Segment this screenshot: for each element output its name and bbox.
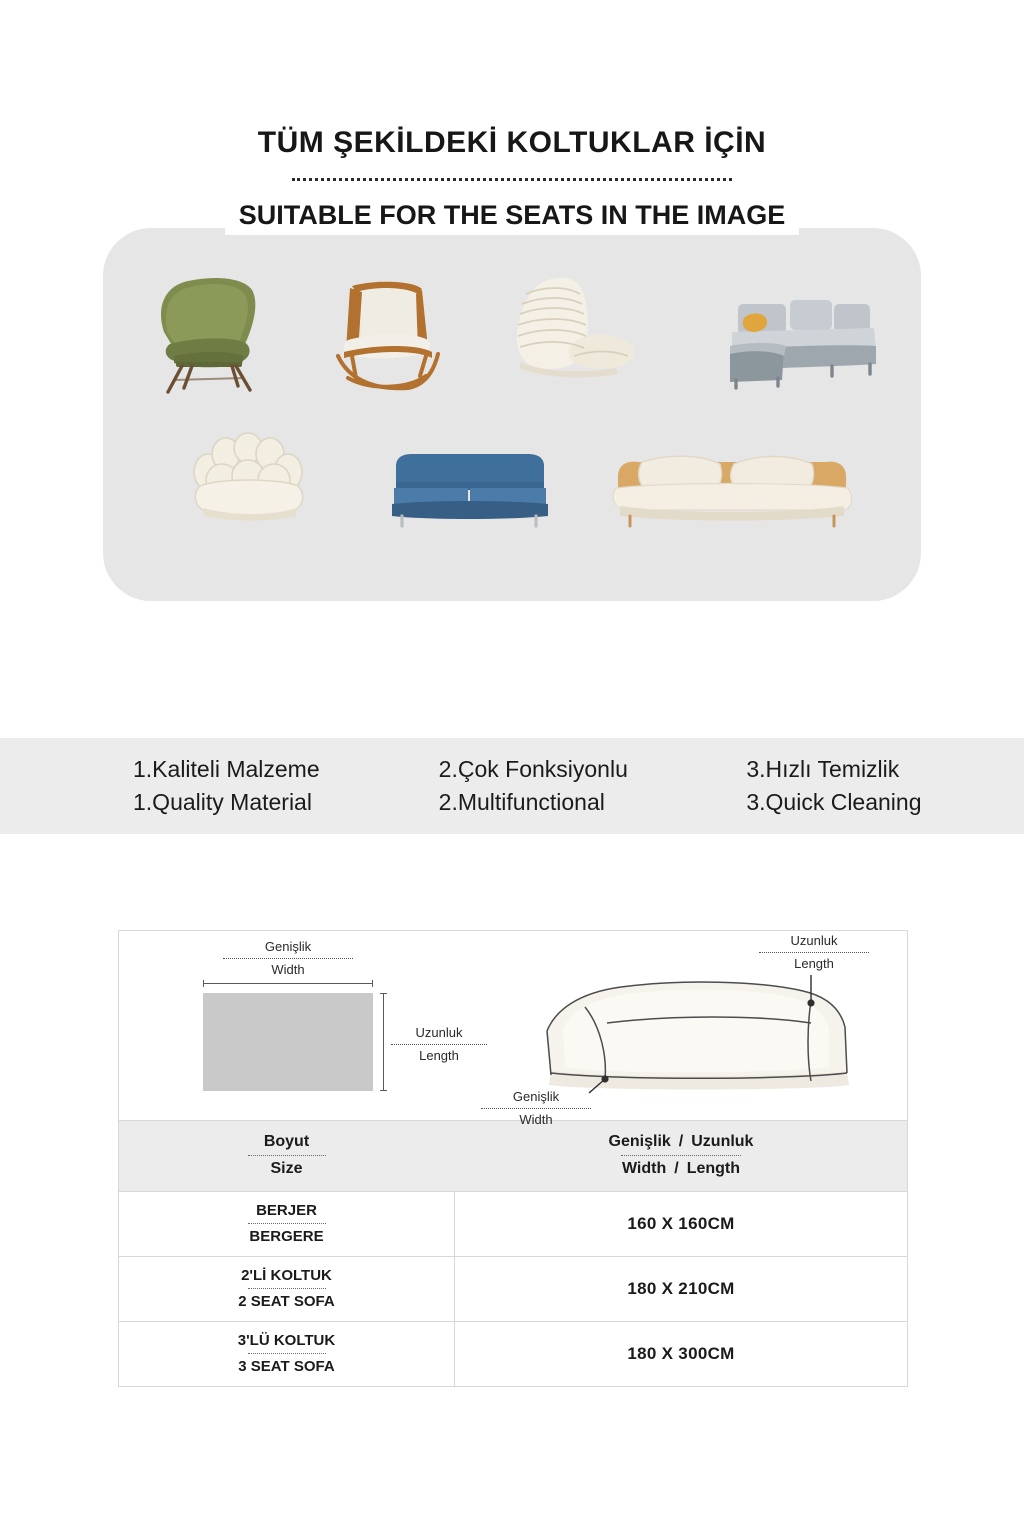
diagram-right-width-label bbox=[481, 1087, 591, 1129]
header-width-tr: Genişlik bbox=[608, 1133, 671, 1150]
feature-2-en: 2.Multifunctional bbox=[438, 789, 605, 815]
row-3-value: 180 X 300CM bbox=[627, 1344, 735, 1364]
feature-item-3 bbox=[716, 753, 1024, 820]
table-row bbox=[119, 1257, 907, 1322]
cream-three-seat-sofa bbox=[608, 446, 856, 530]
feature-1-tr: 1.Kaliteli Malzeme bbox=[133, 755, 320, 782]
length-arrow bbox=[383, 993, 384, 1091]
diagram-left-length-label bbox=[391, 1023, 487, 1065]
header-slash-top: / bbox=[678, 1133, 684, 1150]
row-2-tr: 2'Lİ KOLTUK bbox=[241, 1267, 332, 1285]
header-length-en: Length bbox=[686, 1159, 741, 1177]
row-2-value: 180 X 210CM bbox=[627, 1279, 735, 1299]
measurement-diagram bbox=[119, 931, 907, 1127]
table-row bbox=[119, 1322, 907, 1386]
flat-cover-rectangle bbox=[203, 993, 373, 1091]
width-arrow bbox=[203, 983, 373, 984]
header-size-en: Size bbox=[270, 1159, 303, 1177]
title-divider bbox=[292, 178, 732, 181]
diagram-left-width-label bbox=[223, 937, 353, 979]
left-length-tr: Uzunluk bbox=[415, 1025, 463, 1040]
wooden-rocking-chair bbox=[322, 278, 462, 394]
row-1-divider bbox=[248, 1223, 326, 1224]
cream-bubble-armchair bbox=[182, 428, 318, 532]
sofa-cover-illustration bbox=[511, 967, 871, 1097]
right-width-tr: Genişlik bbox=[512, 1089, 560, 1104]
page-subtitle: SUITABLE FOR THE SEATS IN THE IMAGE bbox=[225, 196, 800, 235]
size-table bbox=[118, 930, 908, 1387]
page-title: TÜM ŞEKİLDEKİ KOLTUKLAR İÇİN bbox=[257, 126, 767, 159]
table-row bbox=[119, 1192, 907, 1257]
row-2-divider bbox=[248, 1288, 326, 1289]
feature-2-tr: 2.Çok Fonksiyonlu bbox=[438, 755, 628, 782]
header-size-tr: Boyut bbox=[263, 1133, 310, 1150]
left-width-tr: Genişlik bbox=[264, 939, 312, 954]
grey-sectional-sofa bbox=[712, 288, 882, 392]
row-3-tr: 3'LÜ KOLTUK bbox=[237, 1332, 336, 1350]
features-band bbox=[0, 738, 1024, 834]
row-1-label bbox=[119, 1192, 455, 1256]
right-length-tr: Uzunluk bbox=[790, 933, 838, 948]
feature-1-en: 1.Quality Material bbox=[133, 789, 312, 815]
table-header-size bbox=[119, 1121, 455, 1191]
row-3-label bbox=[119, 1322, 455, 1386]
row-2-en: 2 SEAT SOFA bbox=[238, 1293, 335, 1311]
feature-item-2 bbox=[411, 753, 717, 820]
header-slash-bottom: / bbox=[674, 1159, 679, 1177]
diagram-right-length-label bbox=[759, 931, 869, 973]
page-subtitle-wrap bbox=[0, 196, 1024, 235]
header-dimensions-divider bbox=[621, 1155, 741, 1156]
feature-3-en: 3.Quick Cleaning bbox=[746, 789, 922, 815]
cream-floor-lounger bbox=[500, 270, 642, 394]
left-length-en: Length bbox=[419, 1047, 459, 1063]
left-width-en: Width bbox=[271, 961, 305, 977]
header-size-divider bbox=[248, 1155, 326, 1156]
green-lounge-chair bbox=[140, 272, 280, 394]
feature-3-tr: 3.Hızlı Temizlik bbox=[746, 755, 900, 782]
row-3-en: 3 SEAT SOFA bbox=[238, 1358, 335, 1376]
row-1-en: BERGERE bbox=[249, 1228, 324, 1246]
feature-item-1 bbox=[0, 753, 411, 820]
right-length-en: Length bbox=[794, 955, 834, 971]
row-3-divider bbox=[248, 1353, 326, 1354]
header-width-en: Width bbox=[621, 1159, 667, 1177]
table-header-dimensions bbox=[455, 1121, 907, 1191]
right-width-en: Width bbox=[519, 1111, 553, 1127]
row-1-tr: BERJER bbox=[256, 1202, 317, 1220]
table-header-row bbox=[119, 1121, 907, 1192]
hero-section bbox=[0, 0, 1024, 700]
row-2-label bbox=[119, 1257, 455, 1321]
blue-two-seat-sofa bbox=[388, 448, 550, 530]
row-1-value: 160 X 160CM bbox=[627, 1214, 735, 1234]
header-length-tr: Uzunluk bbox=[691, 1133, 754, 1150]
